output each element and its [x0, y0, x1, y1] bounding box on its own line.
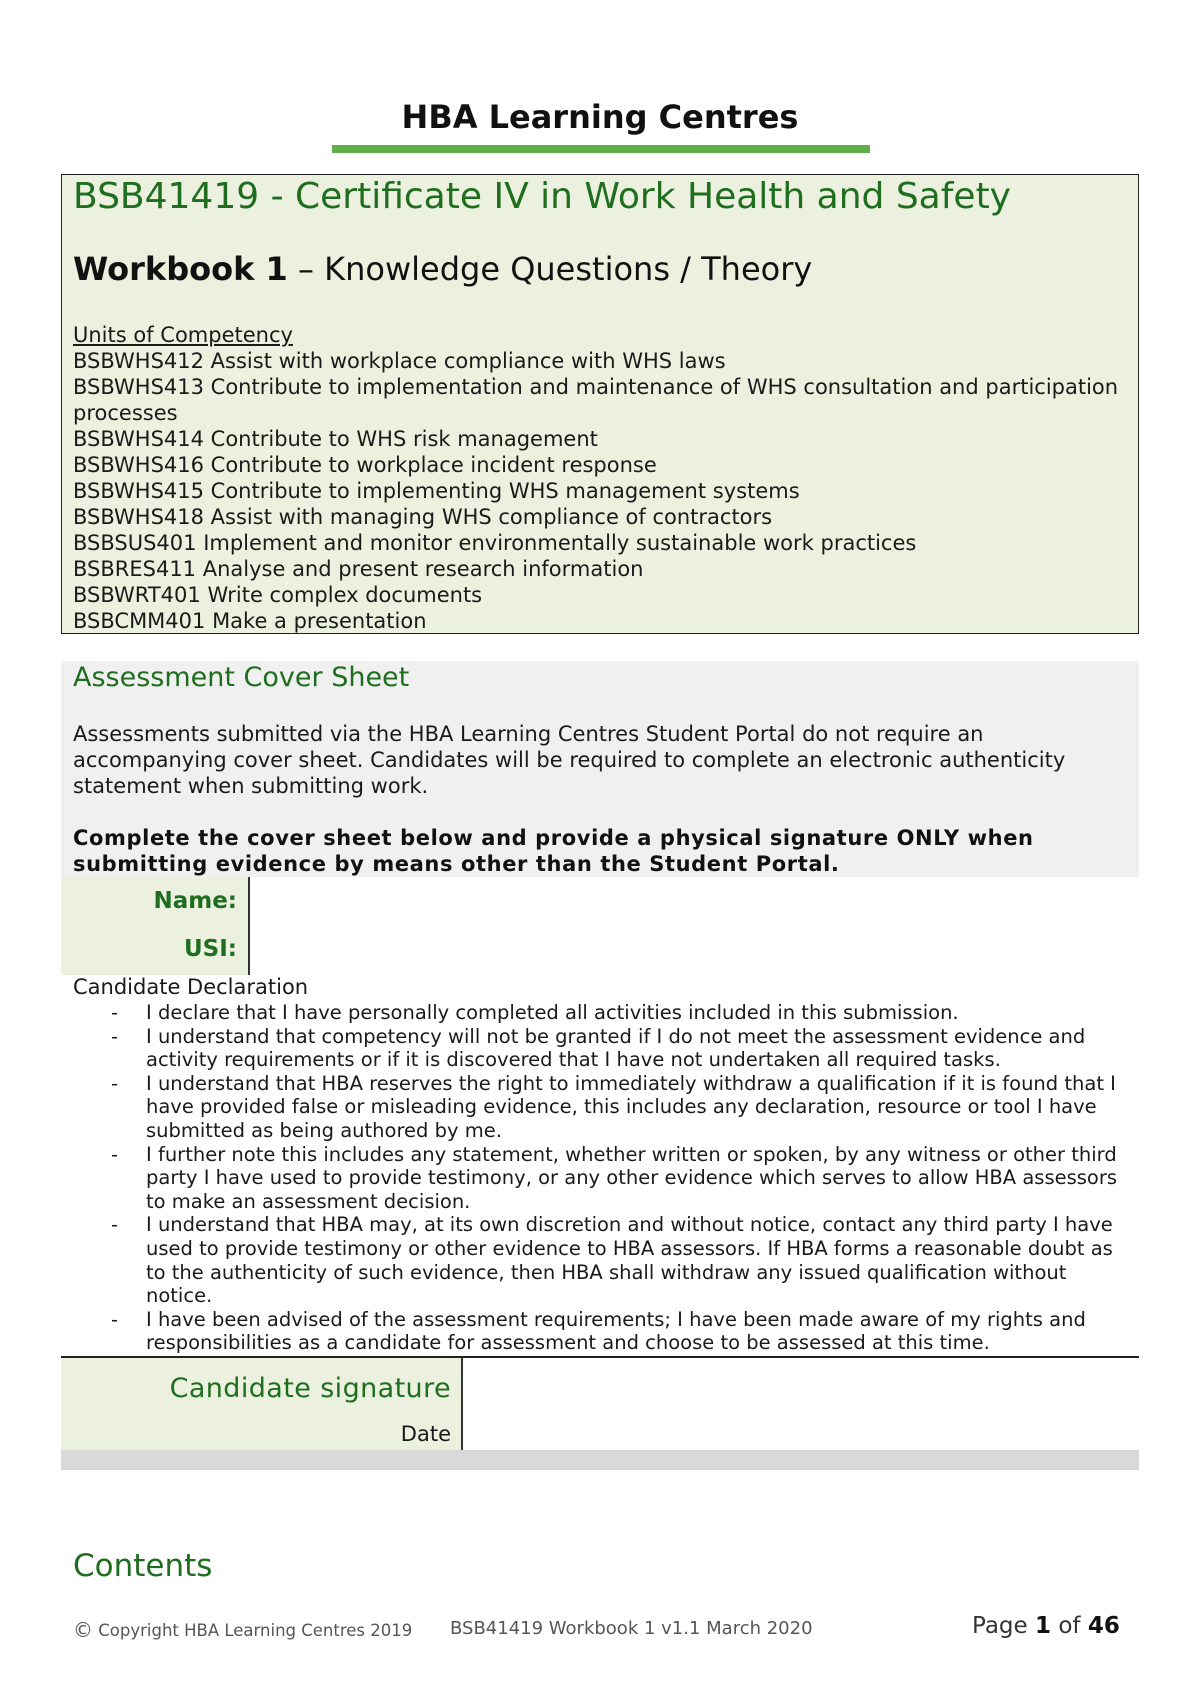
- units-heading: Units of Competency: [73, 323, 293, 347]
- usi-label: USI:: [184, 936, 237, 962]
- declaration-list: [73, 1001, 1133, 1355]
- unit-item: BSBWHS414 Contribute to WHS risk management: [73, 427, 598, 451]
- org-title: HBA Learning Centres: [401, 98, 799, 136]
- declaration-item: - I understand that HBA reserves the right to immediately withdraw a qualification if it is found that I have provided false or misleading evidence, this includes any declaration, resource or tool I have submitted as being authored by me.: [73, 1072, 1133, 1143]
- unit-item: BSBWHS412 Assist with workplace compliance with WHS laws: [73, 349, 726, 373]
- course-title: BSB41419 - Certificate IV in Work Health and Safety: [73, 176, 1011, 217]
- title-underline: [332, 145, 870, 153]
- declaration-item: - I understand that HBA may, at its own discretion and without notice, contact any third party I have used to provide testimony or other evidence to HBA assessors. If HBA forms a reasonable doubt as to the authenticity of such evidence, then HBA shall withdraw any issued qualification without notice.: [73, 1213, 1133, 1307]
- workbook-title: [73, 250, 812, 288]
- workbook-subtitle: – Knowledge Questions / Theory: [287, 250, 813, 288]
- declaration-item: - I understand that competency will not be granted if I do not meet the assessment evidence and activity requirements or if it is discovered that I have not undertaken all required tasks.: [73, 1025, 1133, 1072]
- unit-item: BSBWHS415 Contribute to implementing WHS management systems: [73, 479, 800, 503]
- workbook-number: Workbook 1: [73, 250, 288, 288]
- declaration-item: - I have been advised of the assessment requirements; I have been made aware of my rights and responsibilities as a candidate for assessment and choose to be assessed at this time.: [73, 1308, 1133, 1355]
- cover-sheet-heading: Assessment Cover Sheet: [73, 662, 410, 693]
- unit-item: BSBWHS416 Contribute to workplace incident response: [73, 453, 657, 477]
- page-total: 46: [1087, 1613, 1120, 1639]
- declaration-item: - I declare that I have personally completed all activities included in this submission.: [73, 1001, 1133, 1025]
- unit-item: BSBWHS413 Contribute to implementation and maintenance of WHS consultation and participation processes: [73, 375, 1119, 425]
- page-prefix: Page: [972, 1613, 1035, 1639]
- page-of: of: [1051, 1613, 1088, 1639]
- footer-doc-ref: BSB41419 Workbook 1 v1.1 March 2020: [450, 1618, 813, 1639]
- copyright-text: Copyright HBA Learning Centres 2019: [98, 1621, 413, 1640]
- footer-copyright: [73, 1618, 412, 1642]
- unit-item: BSBSUS401 Implement and monitor environmentally sustainable work practices: [73, 531, 917, 555]
- unit-item: BSBWRT401 Write complex documents: [73, 583, 483, 607]
- cover-sheet-intro: Assessments submitted via the HBA Learning Centres Student Portal do not require an accompanying cover sheet. Candidates will be required to complete an electronic authenticity statement when submitting work.: [73, 722, 1066, 798]
- unit-item: BSBWHS418 Assist with managing WHS compliance of contractors: [73, 505, 773, 529]
- footer-page-number: [972, 1613, 1120, 1639]
- signature-divider: [461, 1358, 463, 1450]
- signature-bottom-bar: [61, 1450, 1139, 1470]
- page-current: 1: [1035, 1613, 1052, 1639]
- date-label: Date: [400, 1422, 451, 1446]
- units-of-competency: [73, 322, 1123, 634]
- declaration-heading: Candidate Declaration: [73, 975, 309, 999]
- unit-item: BSBRES411 Analyse and present research information: [73, 557, 644, 581]
- candidate-signature-label: Candidate signature: [169, 1373, 451, 1404]
- copyright-icon: ©: [73, 1618, 93, 1642]
- contents-heading: Contents: [73, 1548, 213, 1584]
- name-label: Name:: [153, 888, 237, 914]
- identity-divider: [248, 877, 250, 975]
- cover-sheet-instruction: Complete the cover sheet below and provide a physical signature ONLY when submitting evidence by means other than the Student Portal.: [73, 826, 1034, 876]
- declaration-item: - I further note this includes any statement, whether written or spoken, by any witness or other third party I have used to provide testimony, or any other evidence which serves to allow HBA assessors to make an assessment decision.: [73, 1143, 1133, 1214]
- unit-item: BSBCMM401 Make a presentation: [73, 609, 427, 633]
